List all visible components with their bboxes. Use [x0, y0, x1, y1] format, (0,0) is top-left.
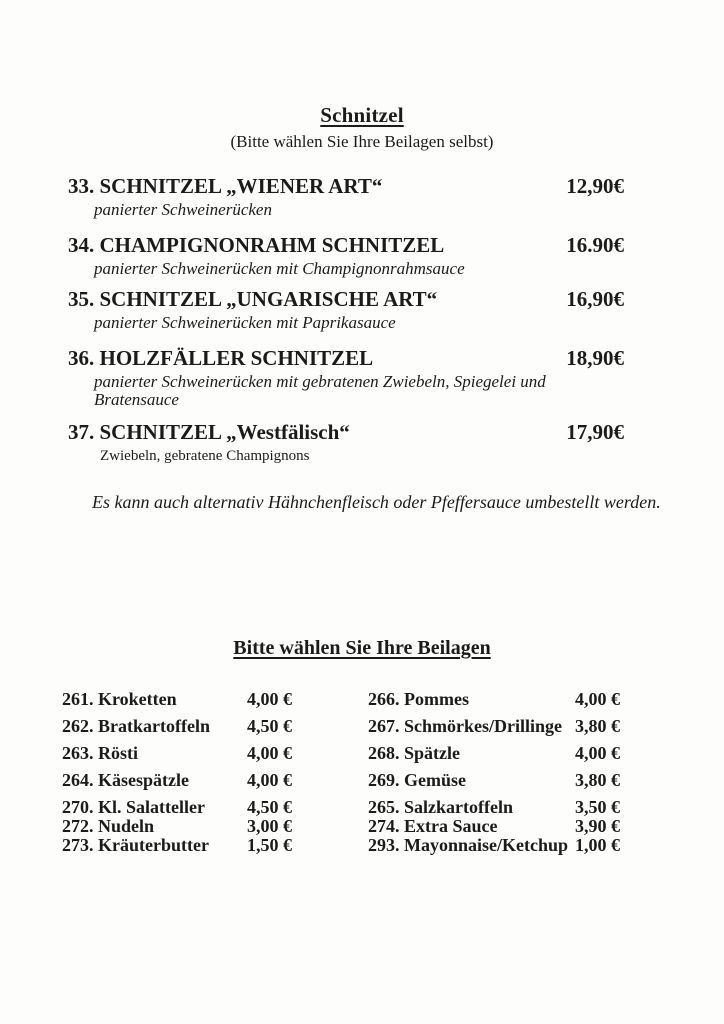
item-title: 35. SCHNITZEL „UNGARISCHE ART“: [68, 287, 438, 311]
side-item-row: [368, 798, 620, 817]
sides-column-left: [62, 690, 292, 855]
side-item-row: [368, 690, 620, 709]
side-item-price: 1,00 €: [575, 835, 620, 855]
side-item-row: [368, 717, 620, 736]
item-description: Zwiebeln, gebratene Champignons: [100, 448, 310, 464]
side-item-price: 4,50 €: [247, 797, 292, 817]
side-item-label: 263. Rösti: [62, 743, 138, 763]
menu-item: [68, 174, 624, 219]
side-item-row: [62, 717, 292, 736]
item-title: 37. SCHNITZEL „Westfälisch“: [68, 420, 350, 444]
side-item-label: 270. Kl. Salatteller: [62, 797, 205, 817]
menu-item: [68, 420, 624, 466]
sides-title: Bitte wählen Sie Ihre Beilagen: [233, 637, 491, 659]
side-item-label: 274. Extra Sauce: [368, 816, 498, 836]
item-price: 12,90€: [566, 174, 624, 198]
side-item-label: 266. Pommes: [368, 689, 469, 709]
item-description: panierter Schweinerücken mit gebratenen Zwiebeln, Spiegelei und: [94, 372, 546, 391]
item-title: 33. SCHNITZEL „WIENER ART“: [68, 174, 383, 198]
side-item-price: 4,00 €: [247, 689, 292, 709]
menu-item: [68, 287, 624, 332]
menu-item: [68, 233, 624, 278]
side-item-price: 4,00 €: [575, 743, 620, 763]
side-item-price: 4,00 €: [247, 743, 292, 763]
side-item-row: [368, 836, 620, 855]
side-item-price: 4,50 €: [247, 716, 292, 736]
side-item-price: 3,90 €: [575, 816, 620, 836]
item-title: 36. HOLZFÄLLER SCHNITZEL: [68, 346, 374, 370]
page-title: Schnitzel: [320, 103, 404, 127]
side-item-row: [62, 836, 292, 855]
item-description: Bratensauce: [94, 389, 179, 409]
item-price: 16.90€: [566, 233, 624, 257]
item-description: panierter Schweinerücken mit Paprikasauce: [94, 313, 396, 332]
side-item-label: 265. Salzkartoffeln: [368, 797, 513, 817]
item-title: 34. CHAMPIGNONRAHM SCHNITZEL: [68, 233, 445, 257]
side-item-price: 3,50 €: [575, 797, 620, 817]
side-item-label: 273. Kräuterbutter: [62, 835, 209, 855]
item-description: panierter Schweinerücken mit Champignonrahmsauce: [94, 259, 465, 278]
menu-subtitle: (Bitte wählen Sie Ihre Beilagen selbst): [230, 132, 494, 151]
side-item-label: 267. Schmörkes/Drillinge: [368, 716, 562, 736]
side-item-row: [62, 798, 292, 817]
side-item-label: 293. Mayonnaise/Ketchup: [368, 835, 569, 855]
item-price: 17,90€: [566, 420, 624, 444]
side-item-row: [62, 744, 292, 763]
side-item-label: 269. Gemüse: [368, 770, 466, 790]
item-price: 16,90€: [566, 287, 624, 311]
side-item-row: [62, 817, 292, 836]
side-item-row: [368, 744, 620, 763]
menu-item: [68, 346, 624, 408]
side-item-price: 3,00 €: [247, 816, 292, 836]
side-item-label: 261. Kroketten: [62, 689, 177, 709]
side-item-price: 4,00 €: [247, 770, 292, 790]
side-item-price: 1,50 €: [247, 835, 292, 855]
side-item-row: [368, 771, 620, 790]
side-item-label: 264. Käsespätzle: [62, 770, 189, 790]
side-item-price: 3,80 €: [575, 770, 620, 790]
alternative-note: Es kann auch alternativ Hähnchenfleisch oder Pfeffersauce umbestellt werden.: [92, 492, 661, 512]
side-item-price: 4,00 €: [575, 689, 620, 709]
item-price: 18,90€: [566, 346, 624, 370]
side-item-row: [368, 817, 620, 836]
sides-column-right: [368, 690, 620, 855]
side-item-row: [62, 690, 292, 709]
item-description: panierter Schweinerücken: [94, 200, 272, 219]
side-item-label: 262. Bratkartoffeln: [62, 716, 210, 736]
side-item-row: [62, 771, 292, 790]
side-item-price: 3,80 €: [575, 716, 620, 736]
side-item-label: 268. Spätzle: [368, 743, 460, 763]
side-item-label: 272. Nudeln: [62, 816, 155, 836]
